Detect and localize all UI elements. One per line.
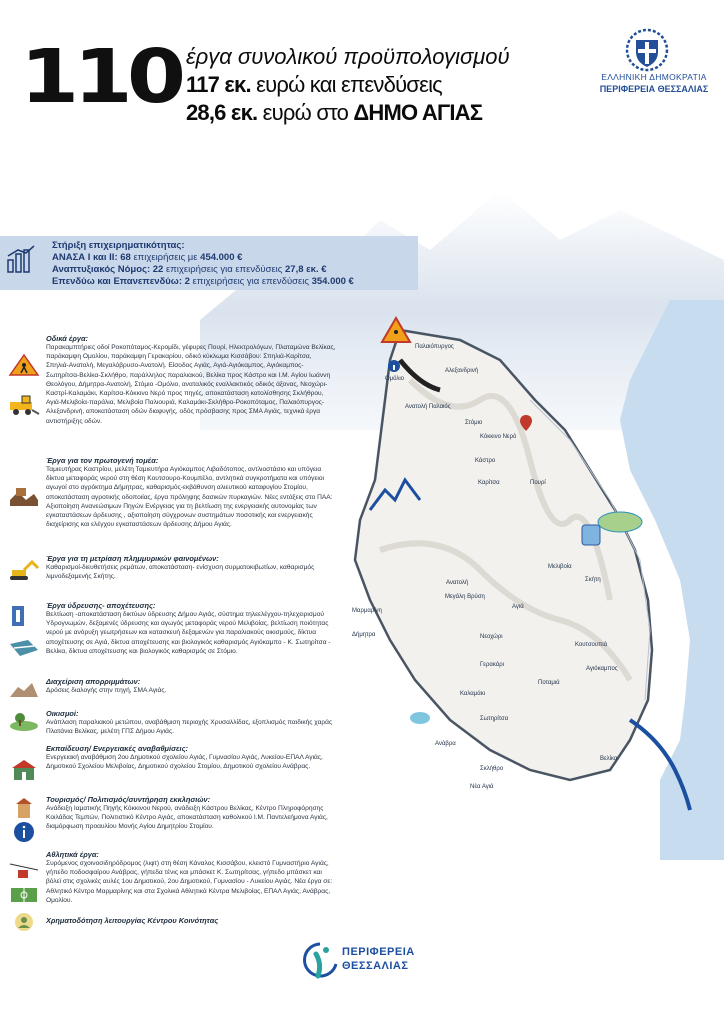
svg-text:Ανατολή Παλαιός: Ανατολή Παλαιός xyxy=(405,404,451,410)
svg-text:Καρίτσα: Καρίτσα xyxy=(478,480,500,486)
svg-text:Καλαμάκι: Καλαμάκι xyxy=(460,691,486,697)
paver-icon xyxy=(8,392,40,416)
excavator-icon xyxy=(8,558,40,582)
svg-text:Μεγάλη Βρύση: Μεγάλη Βρύση xyxy=(445,594,485,600)
project-count: 110 xyxy=(20,34,181,120)
section-title-primary: Έργα για τον πρωτογενή τομέα: xyxy=(46,456,159,465)
header xyxy=(0,0,724,150)
landfill-icon xyxy=(8,677,40,701)
park-icon xyxy=(8,708,40,732)
section-body-sports: Συρόμενος σχοινοσιδηρόδρομος (λιφτ) στη θέση Κάναλος Κισσάβου, κλειστό Γυμναστήριο Αγιάς, γήπεδο ποδοσφαίρου Ανάβρας, γήπεδα τένις και μπάσκετ Κ. Σωτηρίτσας, γήπεδο μπάσκετ και βόλεϊ στις σχολικές αυλές 1ου Δημοτικού, 2ου Δημοτικού, Γυμνασίου - Λυκείου Αγιάς. Νέα έργα σε: Αθλητικό Κέντρο Μαρμαρίνης και στα Σχολικά Αθλητικά Κέντρα Μελιβοίας, ΕΠΑΛ Αγιάς, Ανάβρας, Ομολίου. xyxy=(46,860,333,904)
svg-text:Σκήτη: Σκήτη xyxy=(585,577,601,583)
svg-text:Σκλήθρο: Σκλήθρο xyxy=(480,766,504,772)
section-body-waste: Δρόσεις διαλογής στην πηγή, ΣΜΑ Αγιάς. xyxy=(46,687,167,694)
support-line-development-law: Αναπτυξιακός Νόμος: 22 επιχειρήσεις για επενδύσεις 27,8 εκ. € xyxy=(52,264,327,275)
church-icon xyxy=(8,796,40,820)
section-title-community: Χρηματοδότηση λειτουργίας Κέντρου Κοινότητας xyxy=(46,916,219,925)
section-body-tourism: Ανάδειξη Ιαματικής Πηγής Κόκκινου Νερού, ανάδειξη Κάστρου Βελίκας, Κέντρο Πληροφόρησης Κοιλάδας Τεμπών, Πολιτιστικό Κέντρο Αγιάς, αποκατάσταση καθολικού Ι.Μ. Παντελεήμονα Αγιάς, διαμόρφωση προαυλίου Μονής Αγίου Δημητρίου Στομίου. xyxy=(46,805,328,831)
info-icon xyxy=(8,820,40,844)
gov-line1: ΕΛΛΗΝΙΚΗ ΔΗΜΟΚΡΑΤΙΑ xyxy=(601,72,707,82)
headline-line2: 117 εκ. ευρώ και επενδύσεις xyxy=(186,72,442,97)
greek-crest-icon xyxy=(622,22,672,78)
footer-region-line1: ΠΕΡΙΦΕΡΕΙΑ xyxy=(342,946,415,958)
support-title: Στήριξη επιχειρηματικότητας: xyxy=(52,240,185,251)
svg-text:Αγιόκαμπος: Αγιόκαμπος xyxy=(586,666,618,672)
section-title-roads: Οδικά έργα: xyxy=(46,334,89,343)
svg-text:Ομόλιο: Ομόλιο xyxy=(385,376,405,382)
gov-line2: ΠΕΡΙΦΕΡΕΙΑ ΘΕΣΣΑΛΙΑΣ xyxy=(599,84,709,94)
svg-text:Γερακάρι: Γερακάρι xyxy=(480,662,505,668)
svg-text:Σωτηρίτσα: Σωτηρίτσα xyxy=(480,716,509,722)
school-icon xyxy=(8,758,40,782)
section-body-water: Βελτίωση -αποκατάσταση δικτύων ύδρευσης Δήμου Αγιάς, σύστημα τηλεελέγχου-τηλεχειρισμού Υδρογνωμών, δεξαμενές ύδρευσης και αγωγός μεταφοράς νερού Μελιβοίας, βελτίωση ποιότητας νερού με ανόρυξη γεωτρήσεων και κατασκευή δεξαμενών για παραλιακούς οικισμούς, δίκτυα αποχέτευσης σε Αγιά, δίκτυα αποχέτευσης και βιολογικός καθαρισμός Αγιόκαμπο - Κ. Σωτηρίτσα - Βελίκα, δίκτυα αποχέτευσης και βιολογικός καθαρισμός σε Στόμιο. xyxy=(46,611,331,655)
svg-text:Ανάβρα: Ανάβρα xyxy=(435,741,456,747)
headline-line3: 28,6 εκ. ευρώ στο ΔΗΜΟ ΑΓΙΑΣ xyxy=(186,100,483,125)
svg-text:Μελιβοία: Μελιβοία xyxy=(548,564,572,570)
svg-text:Κουτσουπιά: Κουτσουπιά xyxy=(575,642,608,648)
svg-text:Αλεξανδρινή: Αλεξανδρινή xyxy=(445,368,479,374)
svg-text:Ποταμιά: Ποταμιά xyxy=(538,680,560,686)
svg-text:Νεοχώρι: Νεοχώρι xyxy=(480,634,503,640)
section-body-flood: Καθαρισμοί-διευθετήσεις ρεμάτων, αποκατάσταση- ενίσχυση συρματοκιβωτίων, καθαρισμός λιμνοδεξαμενής Σκήτης. xyxy=(46,564,315,581)
support-line-invest: Επενδύω και Επανεπενδύω: 2 επιχειρήσεις για επενδύσεις 354.000 € xyxy=(52,276,354,287)
pipeline-icon xyxy=(8,636,40,660)
svg-text:Πουρί: Πουρί xyxy=(530,480,546,486)
svg-text:Δήμητρα: Δήμητρα xyxy=(352,632,376,638)
support-line-anasa: ΑΝΑΣΑ Ι και ΙΙ: 68 επιχειρήσεις με 454.000 € xyxy=(52,252,243,263)
cable-car-icon xyxy=(8,860,40,884)
water-tank-icon xyxy=(8,604,40,628)
svg-text:Κόκκινο Νερό: Κόκκινο Νερό xyxy=(480,434,517,440)
map-marker-sports xyxy=(410,712,430,724)
svg-text:Στόμιο: Στόμιο xyxy=(465,420,483,426)
section-title-water: Έργα ύδρευσης- αποχέτευσης: xyxy=(46,601,156,610)
footer-region-line2: ΘΕΣΣΑΛΙΑΣ xyxy=(342,960,409,972)
map-marker-info xyxy=(388,360,400,372)
svg-text:Ανατολή: Ανατολή xyxy=(446,580,469,586)
svg-text:Αγιά: Αγιά xyxy=(512,604,524,610)
section-body-settlements: Ανάπλαση παραλιακού μετώπου, αναβάθμιση περιοχής Χρυσαλλίδας, εξοπλισμός παιδικής χαράς Πλατάνια Βελίκας, μελέτη ΓΠΣ Δήμου Αγιάς. xyxy=(46,719,333,736)
svg-text:Μαρμαρίνη: Μαρμαρίνη xyxy=(352,608,382,614)
section-title-settlements: Οικισμοί: xyxy=(46,709,79,718)
section-body-roads: Παρακαμπτήριες οδοί Ροκοπόταμος-Κερομίδι, γέφυρες Πουρί, Ηλεκτρολόγων, Πλαταμώνα Βελίκας, παράκαμψη Ομολίου, παράκαμψη Γερακαρίου, οδικό κύκλωμα Κισσάβου: Σπηλιά-Καρίτσα, Σπηλιά-Ανατολή, Μεγαλόβρυσο-Ανατολή. Είσοδος Αγιάς, Αγιά-Αγιόκαμπος, Αγιόκαμπος-Σωτηρίτσα-Βελίκα-Σκλήθρο, παράλληλος παραλιακού, Βελίκα προς Κάστρο και Ι.Μ. Αγίου Ιωάννη Θεολόγου, Δήμητρα-Ανατολή, Στόμιο -Ομόλιο, αναταλικός εναλλακτικός οδικός άξονας, Νεοχώρι-Καστρί-Καλαμάκι, Καρίτσα-Κόκκινο Νερό προς πηγές, αποκατάσταση κατολίσθησης Σκλήθρου, Αγιά-Μελιβοία-παράλια, Μελιβοία Παλιουριά, Καλαμάκι-Σκλήθρο-Ροκοπόταμος, Παλαιόπυργος-Αλεξανδρινή, αποκατάσταση οδών διαφυγής, οδός πρόσβασης προς ΣΜΑ Αγιάς, τεχνικά έργα αντιστήριξης οδών. xyxy=(46,344,336,425)
section-title-education: Εκπαίδευση/ Ενεργειακές αναβαθμίσεις: xyxy=(46,744,188,753)
section-title-sports: Αθλητικά έργα: xyxy=(46,850,99,859)
sports-field-icon xyxy=(8,882,40,906)
svg-text:Κάστρο: Κάστρο xyxy=(475,458,496,464)
map-marker-water xyxy=(582,525,600,545)
municipality-map xyxy=(330,300,724,860)
svg-text:Παλαιόπυργος: Παλαιόπυργος xyxy=(415,344,454,350)
region-logo-icon xyxy=(300,940,340,984)
road-works-icon xyxy=(8,353,40,377)
section-body-education: Ενεργειακή αναβάθμιση 2ου Δημοτικού σχολείου Αγιάς, Γυμνασίου Αγιάς, Λυκείου-ΕΠΑΛ Αγιάς, Δημοτικού Σχολείου Μελιβοίας, Δημοτικού σχολείου Στομίου, Δημοτικού σχολείου Ανάβρας. xyxy=(46,754,323,771)
section-title-waste: Διαχείριση απορριμμάτων: xyxy=(46,677,141,686)
bar-chart-icon xyxy=(6,244,36,274)
section-body-primary: Ταμιευτήρας Καστρίου, μελέτη Ταμιευτήρα Αγιόκαμπος Λιβαδότοπος, αντλιοστάσιο και υπόγεια δίκτυα μεταφοράς νερού στη θέση Κουτσουρο-Κουμπέλο, αντλητικά συγκροτήματα και υπόγειοι αγωγοί στο αγρόκτημα Δήμητρας, καθαρισμός-εκβάθυνση αλιευτικού καταφυγίου Στομίου, αποκατάσταση αγροτικής οδοποιίας, έργα πρόληψης δασικών πυρκαγιών. Νέες εντάξεις στο ΠΑΑ: Αξιοποίηση Ανανεώσιμων Πηγών Ενέργειας για τη βελτίωση της ενεργειακής αυτονομίας των εγκαταστάσεων άρδευσης , αξιοποίηση σύγχρονων συστημάτων ποσοτικής και ενεργειακής διαχείρισης και ελέγχου εγκαταστάσεων άρδευσης Δήμου Αγιάς. xyxy=(46,466,333,529)
svg-text:Βελίκα: Βελίκα xyxy=(600,756,618,762)
section-title-flood: Έργα για τη μετρίαση πλημμυρικών φαινομένων: xyxy=(46,554,219,563)
headline-line1: έργα συνολικού προϋπολογισμού xyxy=(186,44,510,69)
map-marker-lake xyxy=(598,512,642,532)
svg-text:Νέα Αγιά: Νέα Αγιά xyxy=(470,784,494,790)
community-center-icon xyxy=(8,910,40,934)
section-title-tourism: Τουρισμός/ Πολιτισμός/συντήρηση εκκλησιών: xyxy=(46,795,211,804)
tractor-icon xyxy=(8,484,40,508)
